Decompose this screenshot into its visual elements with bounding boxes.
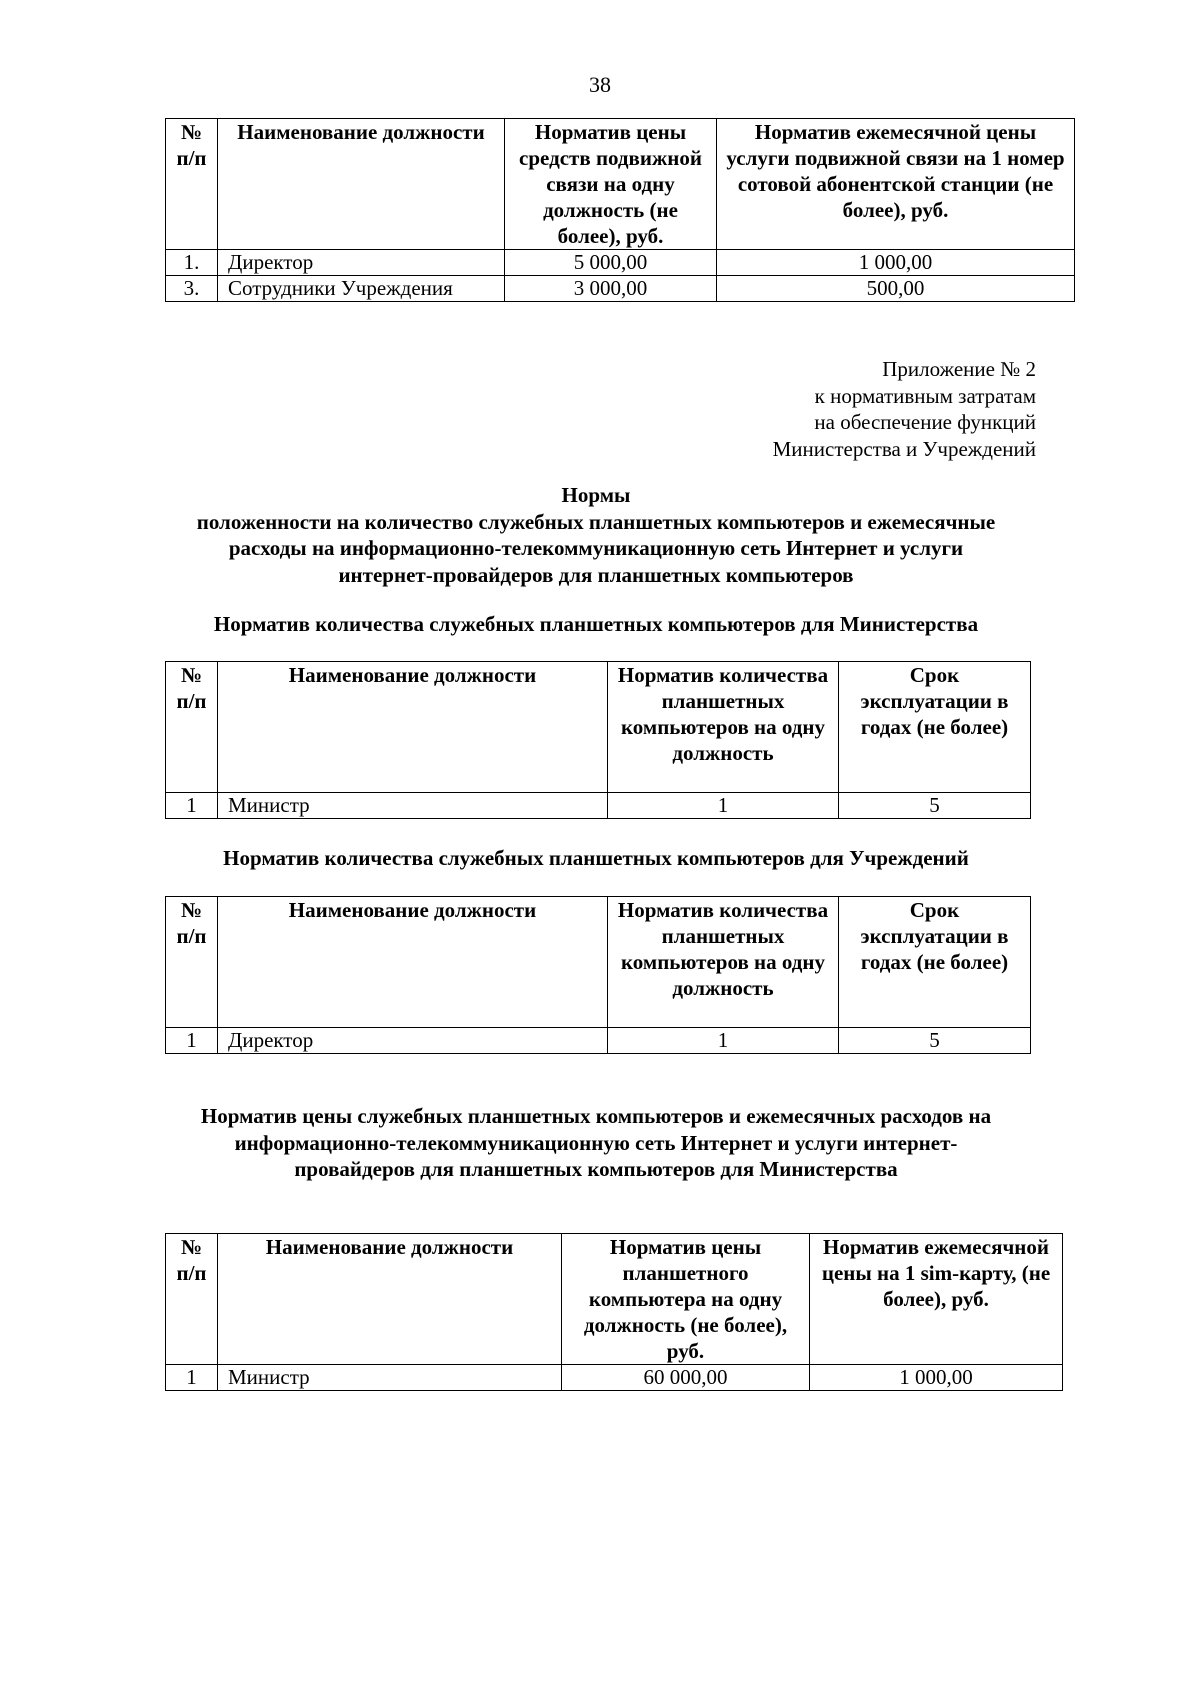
header-number: № п/п <box>166 119 218 250</box>
row-monthly-price: 1 000,00 <box>717 250 1075 276</box>
table-row <box>166 1028 1031 1054</box>
row-number: 3. <box>166 276 218 302</box>
row-monthly-price: 500,00 <box>717 276 1075 302</box>
title-line: Нормы <box>561 483 631 507</box>
row-position: Министр <box>218 793 608 819</box>
section-heading-ministry: Норматив количества служебных планшетных компьютеров для Министерства <box>213 612 979 636</box>
header-number: № п/п <box>166 897 218 1028</box>
header-service-life: Срок эксплуатации в годах (не более) <box>839 662 1031 793</box>
table-header-row <box>166 119 1075 250</box>
heading-line: Норматив цены служебных планшетных компьютеров и ежемесячных расходов на <box>200 1104 992 1128</box>
heading-line: провайдеров для планшетных компьютеров для Министерства <box>294 1157 898 1181</box>
title-line: положенности на количество служебных планшетных компьютеров и ежемесячные <box>196 509 996 534</box>
header-monthly-price: Норматив ежемесячной цены услуги подвижной связи на 1 номер сотовой абонентской станции (не более), руб. <box>717 119 1075 250</box>
mobile-communication-table <box>165 118 1075 302</box>
header-position: Наименование должности <box>218 662 608 793</box>
appendix-line: Министерства и Учреждений <box>772 436 1036 461</box>
heading-line: информационно-телекоммуникационную сеть Интернет и услуги интернет- <box>234 1130 958 1155</box>
row-number: 1 <box>166 1365 218 1391</box>
table-header-row <box>166 1234 1063 1365</box>
row-quantity: 1 <box>608 1028 839 1054</box>
header-sim-price: Норматив ежемесячной цены на 1 sim-карту, (не более), руб. <box>810 1234 1063 1365</box>
header-quantity: Норматив количества планшетных компьютеров на одну должность <box>608 662 839 793</box>
table-row <box>166 1365 1063 1391</box>
document-title <box>0 482 1196 588</box>
appendix-line: к нормативным затратам <box>814 383 1036 408</box>
tablets-prices-table <box>165 1233 1063 1391</box>
header-quantity: Норматив количества планшетных компьютеров на одну должность <box>608 897 839 1028</box>
row-number: 1. <box>166 250 218 276</box>
row-number: 1 <box>166 1028 218 1054</box>
row-position: Директор <box>218 250 505 276</box>
table-row <box>166 250 1075 276</box>
header-position: Наименование должности <box>218 1234 562 1365</box>
page-number: 38 <box>589 72 611 97</box>
table-header-row <box>166 897 1031 1028</box>
tablets-ministry-table <box>165 661 1031 819</box>
table-header-row <box>166 662 1031 793</box>
section-heading-prices <box>0 1103 1196 1183</box>
header-number: № п/п <box>166 662 218 793</box>
appendix-line: Приложение № 2 <box>882 357 1036 381</box>
header-service-life: Срок эксплуатации в годах (не более) <box>839 897 1031 1028</box>
header-position: Наименование должности <box>218 119 505 250</box>
row-service-life: 5 <box>839 1028 1031 1054</box>
row-quantity: 1 <box>608 793 839 819</box>
appendix-line: на обеспечение функций <box>814 410 1036 434</box>
row-number: 1 <box>166 793 218 819</box>
title-line: расходы на информационно-телекоммуникационную сеть Интернет и услуги <box>228 536 964 560</box>
header-tablet-price: Норматив цены планшетного компьютера на одну должность (не более), руб. <box>562 1234 810 1365</box>
section-heading-institutions: Норматив количества служебных планшетных компьютеров для Учреждений <box>223 846 969 870</box>
tablets-institutions-table <box>165 896 1031 1054</box>
appendix-header <box>773 356 1036 462</box>
row-position: Директор <box>218 1028 608 1054</box>
row-service-life: 5 <box>839 793 1031 819</box>
row-device-price: 5 000,00 <box>505 250 717 276</box>
row-sim-price: 1 000,00 <box>810 1365 1063 1391</box>
header-device-price: Норматив цены средств подвижной связи на одну должность (не более), руб. <box>505 119 717 250</box>
title-line: интернет-провайдеров для планшетных компьютеров <box>338 562 854 587</box>
header-position: Наименование должности <box>218 897 608 1028</box>
row-position: Сотрудники Учреждения <box>218 276 505 302</box>
header-number: № п/п <box>166 1234 218 1365</box>
table-row <box>166 276 1075 302</box>
row-position: Министр <box>218 1365 562 1391</box>
row-tablet-price: 60 000,00 <box>562 1365 810 1391</box>
row-device-price: 3 000,00 <box>505 276 717 302</box>
table-row <box>166 793 1031 819</box>
